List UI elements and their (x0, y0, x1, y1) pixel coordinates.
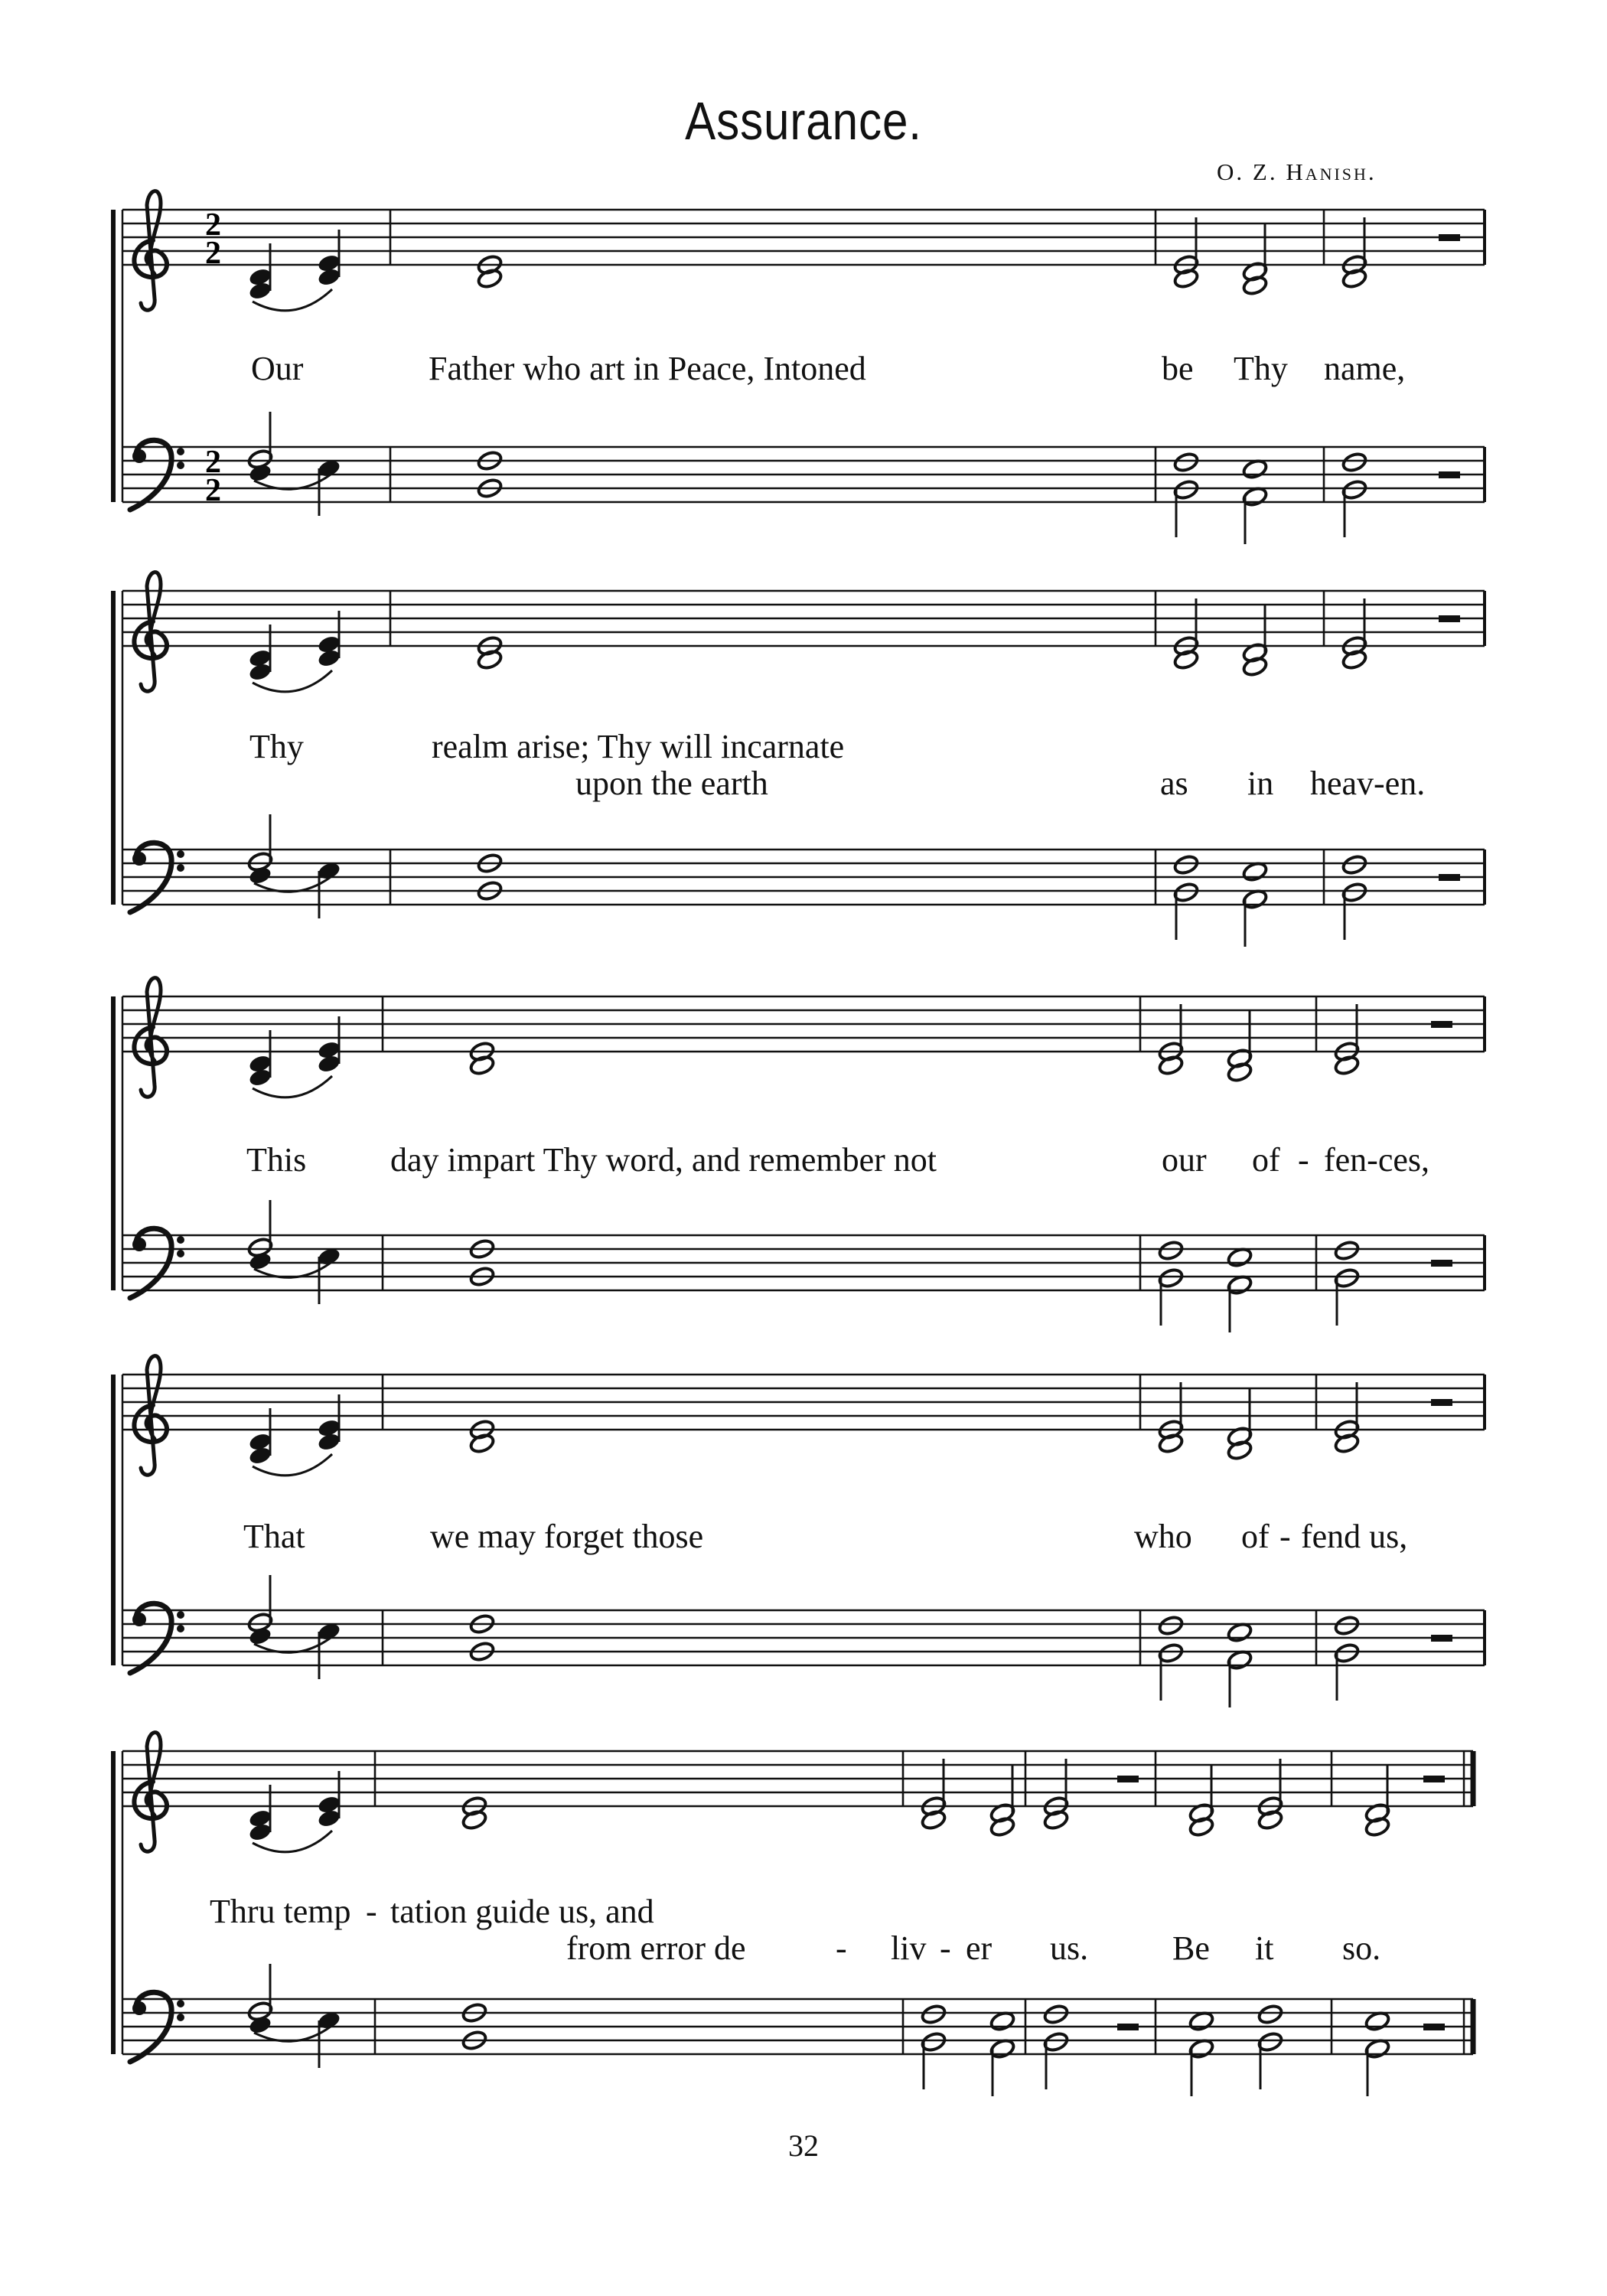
half-rest (1423, 2024, 1445, 2030)
lyric-word: - (1298, 1141, 1309, 1179)
half-rest (1439, 874, 1460, 881)
lyric-word: so. (1342, 1929, 1381, 1967)
lyric-word: heav-en. (1310, 765, 1426, 802)
half-rest (1431, 1021, 1452, 1028)
half-rest (1439, 234, 1460, 241)
lyric-word: in (1247, 765, 1274, 802)
half-rest (1423, 1776, 1445, 1782)
lyric-word: of (1252, 1141, 1280, 1179)
lyric-word: from error de (566, 1929, 746, 1967)
lyric-word: name, (1324, 350, 1406, 387)
note-head (921, 2004, 947, 2026)
time-signature-bottom: 2 (205, 236, 221, 271)
note-head (1043, 2004, 1070, 2026)
lyric-word: liv (891, 1929, 927, 1967)
note-head (1173, 854, 1200, 876)
half-rest (1439, 471, 1460, 478)
note-head (1341, 452, 1368, 474)
lyric-word: our (1162, 1141, 1207, 1179)
time-signature-bottom: 2 (205, 473, 221, 508)
lyric-word: of (1241, 1518, 1270, 1555)
half-rest (1431, 1399, 1452, 1406)
lyric-word: - (366, 1893, 377, 1930)
lyric-word: Thy (1234, 350, 1288, 387)
composer-credit: O. Z. Hanish. (1217, 158, 1377, 185)
half-rest (1439, 615, 1460, 622)
lyric-word: who (1134, 1518, 1192, 1555)
lyric-word: Thru temp (210, 1893, 351, 1930)
lyric-word: Our (251, 350, 304, 387)
time-signature-top: 2 (205, 445, 221, 480)
lyric-word: day impart Thy word, and remember not (390, 1141, 937, 1179)
lyric-word: - (1279, 1518, 1291, 1555)
lyric-word: That (243, 1518, 305, 1555)
lyric-word: realm arise; Thy will incarnate (432, 728, 845, 765)
lyric-word: - (940, 1929, 951, 1967)
lyric-word: we may forget those (430, 1518, 704, 1555)
lyric-word: fend us, (1301, 1518, 1408, 1555)
lyric-word: tation guide us, and (390, 1893, 654, 1930)
hymn-title: Assurance. (685, 91, 922, 151)
note-head (1341, 854, 1368, 876)
lyric-word: er (966, 1929, 993, 1967)
lyric-word: Thy (249, 728, 304, 765)
lyric-word: it (1255, 1929, 1274, 1967)
half-rest (1117, 1776, 1139, 1782)
half-rest (1431, 1260, 1452, 1267)
lyric-word: This (246, 1141, 307, 1179)
half-rest (1117, 2024, 1139, 2030)
page-number: 32 (788, 2128, 819, 2163)
half-rest (1431, 1635, 1452, 1642)
lyric-word: - (836, 1929, 847, 1967)
lyric-word: upon the earth (575, 765, 768, 802)
lyric-word: fen-ces, (1324, 1141, 1430, 1179)
note-head (1334, 1240, 1361, 1262)
note-head (1173, 452, 1200, 474)
time-signature-top: 2 (205, 207, 221, 243)
note-head (1158, 1615, 1185, 1637)
lyric-word: as (1160, 765, 1188, 802)
note-head (1257, 2004, 1284, 2026)
note-head (1334, 1615, 1361, 1637)
lyric-word: be (1162, 350, 1194, 387)
lyric-word: us. (1050, 1929, 1089, 1967)
lyric-word: Be (1172, 1929, 1210, 1967)
note-head (1158, 1240, 1185, 1262)
lyric-word: Father who art in Peace, Intoned (429, 350, 866, 387)
